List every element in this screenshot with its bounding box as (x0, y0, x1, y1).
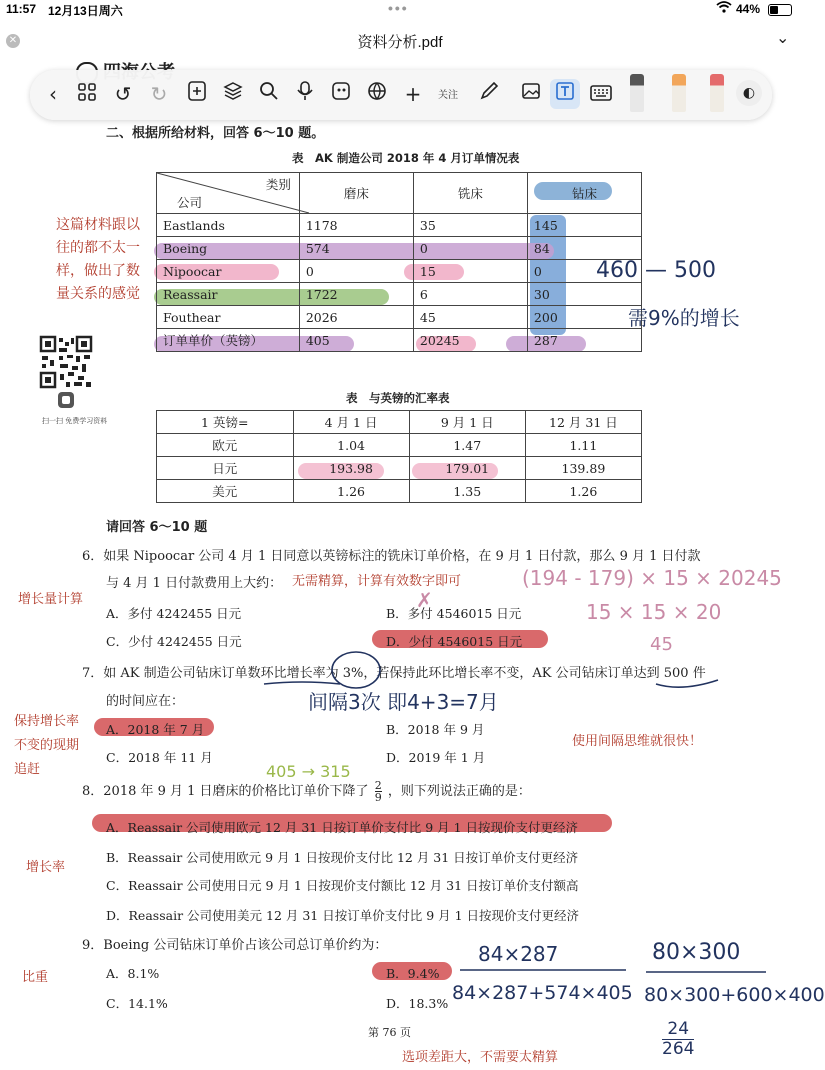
table-row (157, 214, 642, 237)
order-table (156, 172, 642, 352)
question-8-option-b[interactable]: B．Reassair 公司使用欧元 9 月 1 日按现价支付比 12 月 31 日按订单价支付更经济 (106, 850, 579, 865)
note-line: 量关系的感觉 (56, 286, 140, 302)
pen-tool-icon[interactable] (474, 79, 504, 109)
handwritten-keep-growth (14, 710, 79, 782)
handwritten-range: 460 — 500 (596, 258, 716, 283)
back-icon[interactable]: ‹ (49, 82, 57, 106)
table2-header-cell: 12 月 31 日 (525, 411, 641, 434)
rate-cell: 193.98 (293, 457, 409, 480)
battery-icon (768, 4, 792, 16)
fraction-denominator: 9 (374, 791, 382, 804)
value-cell: 145 (527, 214, 641, 237)
currency-cell: 美元 (157, 480, 294, 503)
search-icon[interactable] (254, 79, 284, 109)
company-cell: Boeing (157, 237, 300, 260)
keyboard-icon[interactable] (586, 79, 616, 109)
question-8-option-c[interactable]: C．Reassair 公司使用日元 9 月 1 日按现价支付额比 12 月 31 日按订单价支付额高 (106, 878, 579, 893)
value-cell: 15 (413, 260, 527, 283)
qr-caption: 扫一扫 免费学习资料 (42, 417, 108, 425)
table1-corner-bottom: 公司 (177, 195, 203, 210)
table-row (157, 237, 642, 260)
table-row (157, 434, 642, 457)
company-cell: Nipoocar (157, 260, 300, 283)
question-7-line-1: 7．如 AK 制造公司钻床订单数环比增长率为 3%，若保持此环比增长率不变，AK 公司钻床订单达到 500 件 (82, 666, 706, 681)
thumbnails-icon[interactable] (72, 79, 102, 109)
prompt: 请回答 6～10 题 (106, 520, 208, 535)
table2-header-cell: 4 月 1 日 (293, 411, 409, 434)
table1-col-header: 铣床 (413, 173, 527, 214)
handwritten-q9-f4: 80×300+600×400 (644, 984, 825, 1006)
handwritten-q6-formula1: (194 - 179) × 15 × 20245 (522, 566, 782, 590)
pencil-red-icon[interactable] (710, 74, 724, 112)
value-cell: 1722 (299, 283, 413, 306)
rate-cell: 1.35 (409, 480, 525, 503)
rate-cell: 179.01 (409, 457, 525, 480)
handwritten-growth-rate: 增长率 (26, 860, 66, 875)
wifi-icon (716, 1, 732, 16)
fraction-numerator: 2 (374, 779, 382, 792)
question-7-line-2: 的时间应在： (106, 694, 185, 709)
table-row (157, 457, 642, 480)
color-palette-icon[interactable]: ◐ (736, 80, 762, 106)
question-6-line-1: 6．如果 Nipoocar 公司 4 月 1 日同意以英镑标注的铣床订单价格，在 9 月 1 日付款，那么 9 月 1 日付款 (82, 549, 701, 564)
handwritten-q9-f1: 84×287 (478, 942, 559, 966)
value-cell: 1178 (299, 214, 413, 237)
value-cell: 45 (413, 306, 527, 329)
question-7-option-a[interactable]: A．2018 年 7 月 (106, 722, 205, 737)
table-row (157, 329, 642, 352)
section-heading: 二、根据所给材料，回答 6～10 题。 (106, 126, 325, 141)
qr-code-image (40, 336, 92, 412)
question-9-option-a[interactable]: A．8.1% (106, 966, 160, 981)
fountain-pen-icon[interactable] (630, 74, 644, 112)
handwritten-q9-frac-num: 24 (662, 1020, 694, 1040)
note-line: 不变的现期 (14, 738, 80, 753)
rate-cell: 1.26 (293, 480, 409, 503)
company-cell: Eastlands (157, 214, 300, 237)
table2-caption: 表 与英镑的汇率表 (346, 391, 450, 405)
question-6-option-a[interactable]: A．多付 4242455 日元 (106, 606, 242, 621)
table-row (157, 260, 642, 283)
table1-corner-top: 类别 (265, 177, 291, 192)
question-9-option-c[interactable]: C．14.1% (106, 996, 168, 1011)
note-line: 样，做出了数 (56, 263, 140, 279)
question-8-option-d[interactable]: D．Reassair 公司使用美元 12 月 31 日按订单价支付比 9 月 1 日按现价支付更经济 (106, 908, 580, 923)
handwritten-q9-frac-den: 264 (662, 1039, 695, 1059)
globe-icon[interactable] (362, 79, 392, 109)
handwritten-growth-calc: 增长量计算 (18, 592, 84, 607)
table2-header-cell: 9 月 1 日 (409, 411, 525, 434)
follow-label[interactable]: 关注 (438, 90, 458, 101)
handwritten-proportion: 比重 (22, 970, 49, 985)
table2-header-cell: 1 英镑= (157, 411, 294, 434)
question-8-stem-end: ，则下列说法正确的是： (387, 784, 531, 799)
currency-cell: 日元 (157, 457, 294, 480)
undo-icon[interactable]: ↺ (114, 82, 132, 106)
rate-cell: 1.26 (525, 480, 641, 503)
table-header-row (157, 411, 642, 434)
handwritten-q6-note: 无需精算，计算有效数字即可 (292, 574, 462, 589)
value-cell: 574 (299, 237, 413, 260)
question-9-option-d[interactable]: D．18.3% (386, 996, 449, 1011)
handwritten-cross-icon: ✗ (416, 588, 433, 612)
add-icon[interactable]: + (404, 82, 422, 106)
handwritten-q9-f3: 80×300 (652, 940, 741, 965)
value-cell: 405 (299, 329, 413, 352)
note-line: 往的都不太一 (56, 240, 140, 256)
image-icon[interactable] (516, 79, 546, 109)
document-title: 资料分析.pdf (357, 34, 443, 51)
annotation-toolbar (30, 70, 772, 120)
status-time: 11:57 (6, 2, 37, 16)
question-8-option-a[interactable]: A．Reassair 公司使用欧元 12 月 31 日按订单价支付比 9 月 1 日按现价支付更经济 (106, 820, 579, 835)
table1-col-header: 钻床 (527, 173, 641, 214)
redo-icon[interactable]: ↻ (150, 82, 168, 106)
rate-cell: 139.89 (525, 457, 641, 480)
value-cell: 0 (299, 260, 413, 283)
handwritten-q7-note: 间隔3次 即4+3=7月 (308, 690, 499, 714)
question-6-option-b[interactable]: B．多付 4546015 日元 (386, 606, 522, 621)
question-6-option-c[interactable]: C．少付 4242455 日元 (106, 634, 242, 649)
note-line: 保持增长率 (14, 714, 80, 729)
table-row (157, 283, 642, 306)
table1-col-header: 磨床 (299, 173, 413, 214)
layers-icon[interactable] (218, 79, 248, 109)
value-cell: 6 (413, 283, 527, 306)
marker-orange-icon[interactable] (672, 74, 686, 112)
text-box-icon[interactable] (550, 79, 580, 109)
value-cell: 287 (527, 329, 641, 352)
question-6-line-2: 与 4 月 1 日付款费用上大约： (106, 576, 283, 591)
table-row (157, 480, 642, 503)
company-cell: Fouthear (157, 306, 300, 329)
close-icon[interactable]: ✕ (6, 34, 20, 48)
table1-caption: 表 AK 制造公司 2018 年 4 月订单情况表 (292, 151, 520, 165)
question-8-line-1 (82, 780, 531, 803)
battery-fill (770, 6, 778, 14)
handwritten-q8-calc: 405 → 315 (266, 762, 351, 781)
handwritten-fraction-bars (440, 930, 780, 1030)
status-date: 12月13日周六 (48, 4, 123, 18)
value-cell: 200 (527, 306, 641, 329)
handwritten-need: 需9%的增长 (628, 306, 740, 330)
rate-cell: 1.11 (525, 434, 641, 457)
question-9-line-1: 9．Boeing 公司钻床订单价占该公司总订单价约为： (82, 938, 388, 953)
note-line: 这篇材料跟以 (56, 217, 140, 233)
value-cell: 0 (527, 260, 641, 283)
handwritten-bottom-note: 选项差距大，不需要太精算 (402, 1050, 559, 1065)
question-7-option-c[interactable]: C．2018 年 11 月 (106, 750, 213, 765)
value-cell: 20245 (413, 329, 527, 352)
question-6-option-d[interactable]: D．少付 4546015 日元 (386, 634, 523, 649)
handwritten-q9-fraction (662, 1020, 694, 1059)
table-row (157, 306, 642, 329)
rate-cell: 1.47 (409, 434, 525, 457)
handwritten-note-left (56, 214, 140, 306)
question-7-option-d[interactable]: D．2019 年 1 月 (386, 750, 486, 765)
question-8-stem: 8．2018 年 9 月 1 日磨床的价格比订单价下降了 (82, 784, 369, 799)
company-cell: 订单单价（英镑） (157, 329, 300, 352)
sticker-icon[interactable] (326, 79, 356, 109)
add-page-icon[interactable] (182, 79, 212, 109)
microphone-icon[interactable] (290, 79, 320, 109)
note-line: 追赶 (14, 762, 41, 777)
question-9-option-b[interactable]: B．9.4% (386, 966, 440, 981)
company-cell: Reassair (157, 283, 300, 306)
value-cell: 0 (413, 237, 527, 260)
handwritten-q7-tip: 使用间隔思维就很快！ (572, 734, 703, 749)
battery-percent: 44% (736, 2, 761, 16)
fraction (375, 780, 382, 803)
handwritten-q6-formula2: 15 × 15 × 20 (586, 600, 722, 624)
status-bar (0, 0, 800, 18)
chevron-down-icon[interactable]: ⌄ (776, 30, 790, 47)
multitask-dots-icon[interactable]: ••• (388, 0, 409, 16)
title-bar (0, 26, 800, 54)
table1-corner-cell (157, 173, 300, 214)
handwritten-q9-f2: 84×287+574×405 (452, 982, 633, 1004)
currency-cell: 欧元 (157, 434, 294, 457)
value-cell: 35 (413, 214, 527, 237)
value-cell: 2026 (299, 306, 413, 329)
value-cell: 84 (527, 237, 641, 260)
handwritten-q6-formula3: 45 (650, 634, 673, 655)
rate-cell: 1.04 (293, 434, 409, 457)
exchange-rate-table (156, 410, 642, 503)
page-number: 第 76 页 (368, 1026, 411, 1039)
question-7-option-b[interactable]: B．2018 年 9 月 (386, 722, 485, 737)
value-cell: 30 (527, 283, 641, 306)
